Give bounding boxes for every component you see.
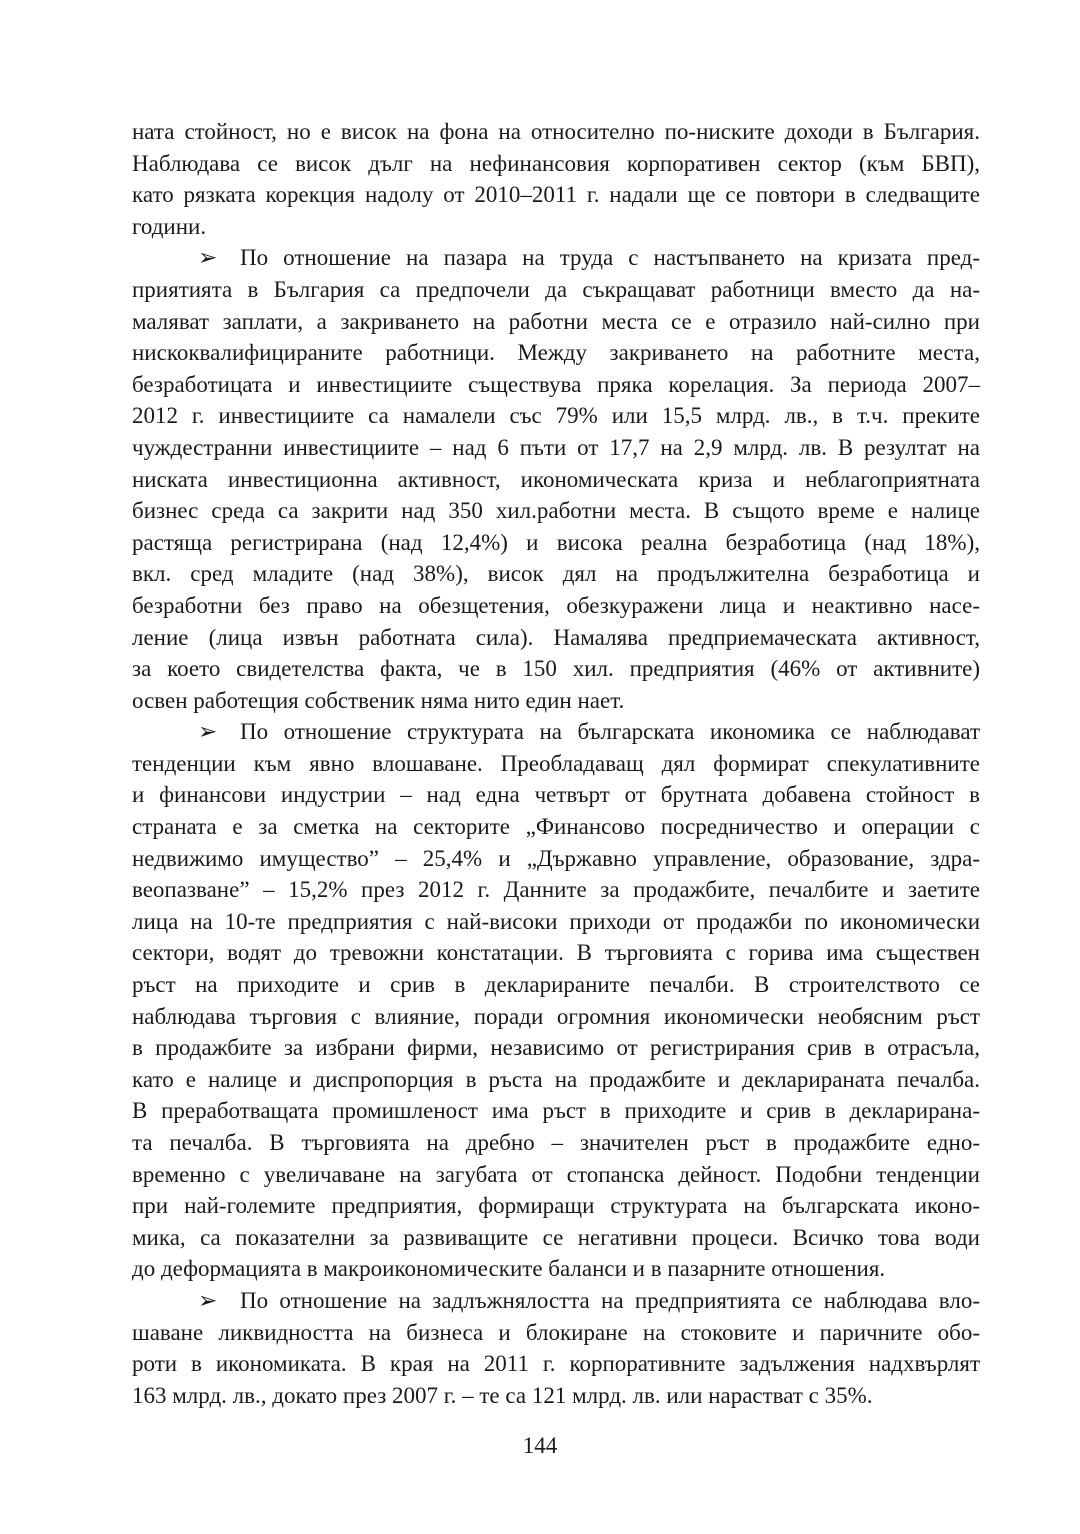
text-line (132, 558, 980, 590)
line-text: чуждестранни инвестициите – над 6 пъти от 17,7 на 2,9 млрд. лв. В резултат на (132, 434, 980, 460)
text-line (132, 1064, 980, 1096)
line-text: години. (132, 213, 207, 239)
line-text: 163 млрд. лв., докато през 2007 г. – те са 121 млрд. лв. или нарастват с 35%. (132, 1382, 873, 1408)
text-line (132, 653, 980, 685)
paragraph (132, 116, 980, 242)
line-text: за което свидетелства факта, че в 150 хил. предприятия (46% от активните) (132, 656, 980, 682)
text-line (132, 527, 980, 559)
line-text: Наблюдава се висок дълг на нефинансовия корпоративен сектор (към БВП), (132, 150, 980, 176)
line-text: 2012 г. инвестициите са намалели със 79% или 15,5 млрд. лв., в т.ч. преките (132, 403, 980, 429)
line-text: и финансови индустрии – над една четвърт от брутната добавена стойност в (132, 782, 980, 808)
text-line (132, 779, 980, 811)
line-text: мика, са показателни за развиващите се негативни процеси. Всичко това води (132, 1224, 980, 1250)
line-text: до деформацията в макроикономическите баланси и в пазарните отношения. (132, 1256, 886, 1282)
text-line (132, 1348, 980, 1380)
line-text: тенденции към явно влошаване. Преобладаващ дял формират спекулативните (132, 750, 980, 776)
line-text: та печалба. В търговията на дребно – значителен ръст в продажбите едно- (132, 1130, 980, 1155)
line-text: сектори, водят до тревожни констатации. В търговията с горива има съществен (132, 940, 980, 966)
bullet-arrow-icon: ➢ (198, 719, 218, 745)
line-text: недвижимо имущество” – 25,4% и „Държавно управление, образование, здра- (132, 845, 980, 871)
page-number: 144 (522, 1433, 558, 1458)
text-line (132, 400, 980, 432)
paragraph (132, 716, 980, 1285)
line-text: По отношение структурата на българската икономика се наблюдават (240, 719, 980, 745)
bullet-arrow-icon: ➢ (198, 1287, 218, 1313)
paragraph (132, 1285, 980, 1411)
line-text: освен работещия собственик няма нито един нает. (132, 687, 625, 713)
line-text: в продажбите за избрани фирми, независимо от регистрирания срив в отрасъла, (132, 1035, 980, 1061)
text-line (132, 306, 980, 338)
line-text: По отношение на пазара на труда с настъпването на кризата пред- (240, 245, 980, 271)
text-line (132, 1095, 980, 1127)
text-line (132, 1190, 980, 1222)
text-line (132, 1317, 980, 1349)
line-text: ръст на приходите и срив в декларираните печалби. В строителството се (132, 972, 980, 998)
text-line (132, 590, 980, 622)
text-line (132, 1285, 980, 1317)
text-line (132, 211, 980, 243)
text-line (132, 495, 980, 527)
line-text: наблюдава търговия с влияние, поради огромния икономически необясним ръст (132, 1003, 980, 1029)
line-text: По отношение на задлъжнялостта на предприятията се наблюдава вло- (240, 1287, 980, 1313)
text-line (132, 1222, 980, 1254)
bullet-arrow-icon: ➢ (198, 245, 218, 271)
text-line (132, 1159, 980, 1191)
text-line (132, 748, 980, 780)
line-text: лица на 10-те предприятия с най-високи приходи от продажби по икономически (132, 908, 980, 934)
text-line (132, 811, 980, 843)
text-line (132, 369, 980, 401)
line-text: шаване ликвидността на бизнеса и блокиране на стоковите и паричните обо- (132, 1319, 980, 1345)
line-text: приятията в България са предпочели да съкращават работници вместо да на- (132, 276, 980, 302)
text-line (132, 716, 980, 748)
line-text: бизнес среда са закрити над 350 хил.работни места. В същото време е налице (132, 498, 980, 524)
text-line (132, 969, 980, 1001)
line-text: ление (лица извън работната сила). Намалява предприемаческата активност, (132, 624, 980, 650)
line-text: при най-големите предприятия, формиращи структурата на българската иконо- (132, 1193, 980, 1219)
text-line (132, 148, 980, 180)
text-line (132, 242, 980, 274)
line-text: вкл. сред младите (над 38%), висок дял на продължителна безработица и (132, 561, 980, 587)
line-text: ната стойност, но е висок на фона на относително по-ниските доходи в България. (132, 119, 980, 144)
line-text: растяща регистрирана (над 12,4%) и висока реална безработица (над 18%), (132, 529, 980, 555)
line-text: маляват заплати, а закриването на работни места се е отразило най-силно при (132, 308, 980, 334)
text-line (132, 1380, 980, 1412)
line-text: веопазване” – 15,2% през 2012 г. Данните за продажбите, печалбите и заетите (132, 877, 980, 903)
line-text: В преработващата промишленост има ръст в приходите и срив в декларирана- (132, 1098, 980, 1124)
line-text: безработицата и инвестициите съществува пряка корелация. За периода 2007– (132, 371, 980, 397)
line-text: ниската инвестиционна активност, икономическата криза и неблагоприятната (132, 466, 980, 492)
text-line (132, 464, 980, 496)
text-line (132, 116, 980, 148)
text-line (132, 874, 980, 906)
text-line (132, 1032, 980, 1064)
text-line (132, 1127, 980, 1159)
text-line (132, 179, 980, 211)
line-text: страната е за сметка на секторите „Финансово посредничество и операции с (132, 814, 980, 840)
text-line (132, 906, 980, 938)
text-line (132, 1253, 980, 1285)
line-text: като рязката корекция надолу от 2010–2011 г. надали ще се повтори в следващите (132, 182, 980, 208)
text-line (132, 622, 980, 654)
line-text: роти в икономиката. В края на 2011 г. корпоративните задължения надхвърлят (132, 1351, 980, 1377)
line-text: безработни без право на обезщетения, обезкуражени лица и неактивно насе- (132, 592, 980, 618)
text-line (132, 843, 980, 875)
paragraph (132, 242, 980, 716)
body-text (132, 116, 980, 1411)
line-text: като е налице и диспропорция в ръста на продажбите и декларираната печалба. (132, 1066, 980, 1092)
text-line (132, 432, 980, 464)
line-text: нискоквалифицираните работници. Между закриването на работните места, (132, 340, 980, 366)
text-line (132, 274, 980, 306)
text-line (132, 685, 980, 717)
text-line (132, 1001, 980, 1033)
text-line (132, 937, 980, 969)
text-line (132, 337, 980, 369)
line-text: временно с увеличаване на загубата от стопанска дейност. Подобни тенденции (132, 1161, 980, 1187)
